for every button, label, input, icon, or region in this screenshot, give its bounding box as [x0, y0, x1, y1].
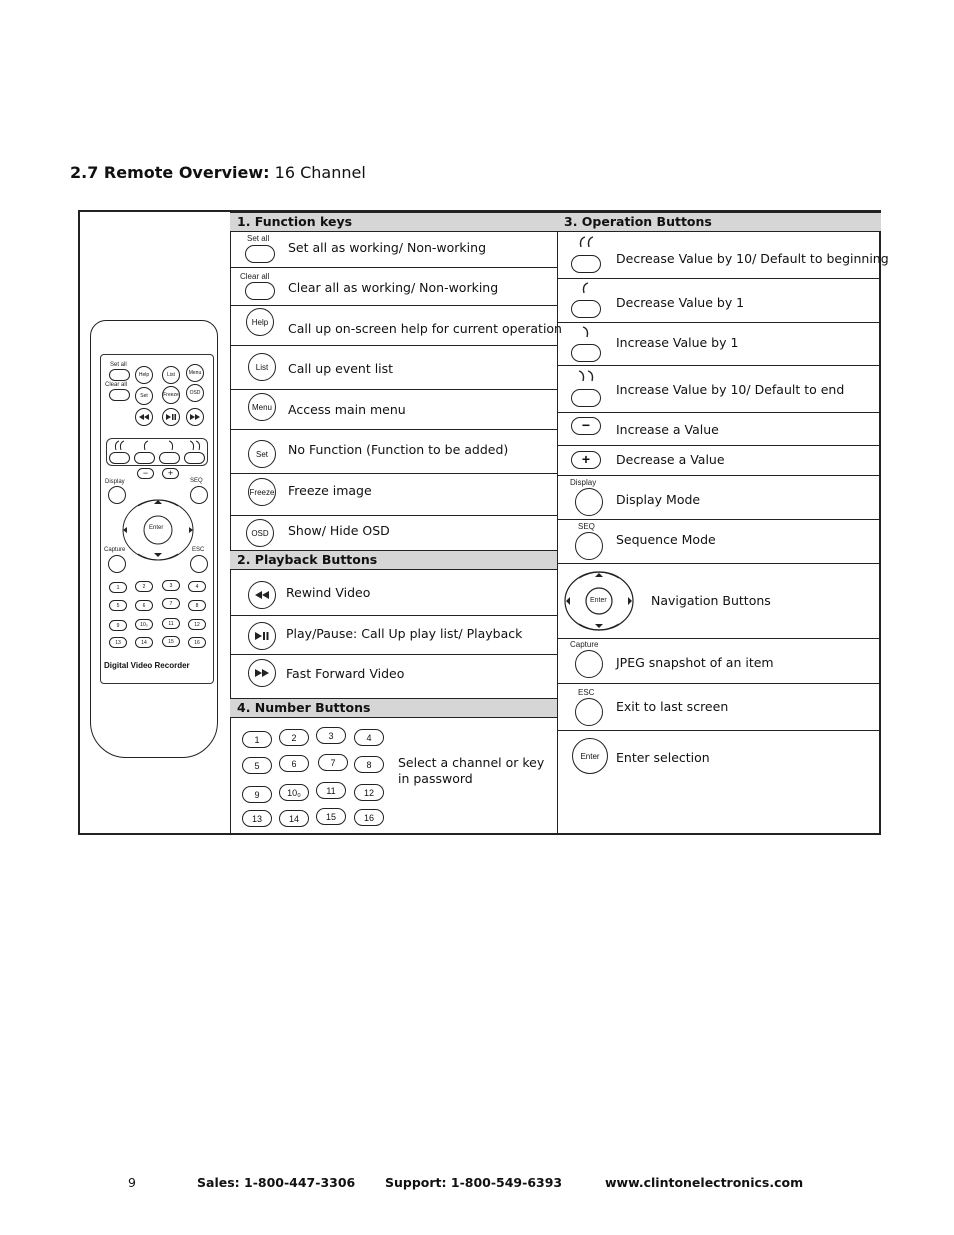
remote-decrease-1-button[interactable] [134, 452, 155, 464]
remote-list-button[interactable]: List [162, 366, 180, 384]
rewind-description: Rewind Video [286, 585, 371, 600]
display-label: Display [570, 478, 597, 487]
decrease-1-button[interactable] [571, 300, 601, 318]
remote-number-14[interactable]: 14 [135, 637, 153, 648]
remote-help-button[interactable]: Help [135, 366, 153, 384]
osd-button[interactable]: OSD [246, 519, 274, 547]
remote-fast-forward-button[interactable] [186, 408, 204, 426]
capture-label: Capture [570, 640, 599, 649]
remote-number-13[interactable]: 13 [109, 637, 127, 648]
remote-increase-10-button[interactable] [184, 452, 205, 464]
decrease-1-description: Decrease Value by 1 [616, 295, 745, 310]
rewind-button[interactable] [248, 581, 276, 609]
minus-description: Increase a Value [616, 422, 719, 437]
fast-forward-button[interactable] [248, 659, 276, 687]
number-button-5[interactable]: 5 [242, 757, 272, 774]
remote-minus-button[interactable]: − [137, 468, 154, 479]
number-buttons-description: Select a channel or key in password [398, 755, 545, 786]
function-keys-header: 1. Function keys [230, 212, 557, 232]
display-button[interactable] [575, 488, 603, 516]
number-button-9[interactable]: 9 [242, 786, 272, 803]
play-pause-button[interactable] [248, 622, 276, 650]
remote-plus-button[interactable]: + [162, 468, 179, 479]
remote-number-16[interactable]: 16 [188, 637, 206, 648]
playback-header: 2. Playback Buttons [230, 550, 557, 570]
seq-label: SEQ [578, 522, 595, 531]
remote-caption: Digital Video Recorder [104, 661, 190, 670]
list-description: Call up event list [288, 361, 394, 376]
minus-button[interactable] [571, 417, 601, 435]
set-description: No Function (Function to be added) [288, 442, 509, 457]
esc-button[interactable] [575, 698, 603, 726]
page-title [70, 163, 366, 182]
navigation-description: Navigation Buttons [651, 593, 771, 608]
support-phone: Support: 1-800-549-6393 [385, 1175, 563, 1190]
function-row-osd [230, 516, 557, 552]
rewind-icon [255, 591, 269, 599]
help-description: Call up on-screen help for current operation [288, 321, 562, 336]
double-left-arc-icon [578, 236, 600, 248]
fast-forward-icon [255, 669, 269, 677]
enter-button[interactable]: Enter [572, 738, 608, 774]
rewind-icon [139, 414, 149, 420]
set-all-label: Set all [247, 234, 270, 243]
remote-set-button[interactable]: Set [135, 387, 153, 405]
menu-description: Access main menu [288, 402, 406, 417]
operation-row-seq [557, 520, 881, 564]
play-pause-description: Play/Pause: Call Up play list/ Playback [286, 626, 523, 641]
set-button[interactable]: Set [248, 440, 276, 468]
remote-number-9[interactable]: 9 [109, 620, 127, 631]
decrease-10-description: Decrease Value by 10/ Default to beginning [616, 251, 889, 266]
capture-button[interactable] [575, 650, 603, 678]
number-button-6[interactable]: 6 [279, 755, 309, 772]
number-button-2[interactable]: 2 [279, 729, 309, 746]
remote-menu-button[interactable]: Menu [186, 364, 204, 382]
remote-osd-button[interactable]: OSD [186, 384, 204, 402]
plus-description: Decrease a Value [616, 452, 725, 467]
remote-decrease-10-button[interactable] [109, 452, 130, 464]
remote-increase-1-button[interactable] [159, 452, 180, 464]
clear-all-label: Clear all [240, 272, 270, 281]
remote-display-label: Display [105, 479, 125, 485]
osd-description: Show/ Hide OSD [288, 523, 390, 538]
increase-10-description: Increase Value by 10/ Default to end [616, 382, 845, 397]
set-all-description: Set all as working/ Non-working [288, 240, 486, 255]
remote-freeze-button[interactable]: Freeze [162, 386, 180, 404]
capture-description: JPEG snapshot of an item [616, 655, 774, 670]
operation-buttons-header: 3. Operation Buttons [557, 212, 881, 232]
number-button-14[interactable]: 14 [279, 810, 309, 827]
page-number: 9 [128, 1175, 136, 1190]
number-button-16[interactable]: 16 [354, 809, 384, 826]
navigation-enter-label: Enter [590, 597, 607, 604]
increase-1-description: Increase Value by 1 [616, 335, 739, 350]
display-description: Display Mode [616, 492, 701, 507]
enter-description: Enter selection [616, 750, 710, 765]
play-pause-icon [255, 632, 269, 640]
remote-esc-button[interactable] [190, 555, 208, 573]
remote-enter-label: Enter [149, 525, 164, 531]
remote-number-2[interactable]: 2 [135, 581, 153, 592]
number-buttons-header: 4. Number Buttons [230, 698, 557, 718]
function-row-freeze [230, 474, 557, 516]
remote-number-3[interactable]: 3 [162, 580, 180, 591]
number-button-13[interactable]: 13 [242, 810, 272, 827]
remote-seq-label: SEQ [190, 478, 203, 484]
list-button[interactable]: List [248, 353, 276, 381]
remote-number-6[interactable]: 6 [135, 600, 153, 611]
decrease-10-button[interactable] [571, 255, 601, 273]
play-pause-icon [166, 414, 176, 420]
increase-1-button[interactable] [571, 344, 601, 362]
seq-button[interactable] [575, 532, 603, 560]
double-right-arc-icon [578, 370, 600, 382]
right-arc-icon [582, 326, 594, 338]
number-button-11[interactable]: 11 [316, 782, 346, 799]
esc-label: ESC [578, 688, 595, 697]
help-button[interactable]: Help [246, 308, 274, 336]
number-button-7[interactable]: 7 [318, 754, 348, 771]
remote-number-7[interactable]: 7 [162, 598, 180, 609]
minus-icon: − [581, 417, 591, 433]
sales-phone: Sales: 1-800-447-3306 [197, 1175, 356, 1190]
remote-number-1[interactable]: 1 [109, 582, 127, 593]
remote-number-15[interactable]: 15 [162, 636, 180, 647]
number-button-12[interactable]: 12 [354, 784, 384, 801]
function-row-list [230, 346, 557, 390]
number-button-15[interactable]: 15 [316, 808, 346, 825]
section-number: 2.7 Remote Overview: [70, 163, 270, 182]
freeze-button[interactable]: Freeze [248, 478, 276, 506]
remote-capture-label: Capture [104, 547, 126, 553]
freeze-description: Freeze image [288, 483, 372, 498]
website-link[interactable]: www.clintonelectronics.com [605, 1175, 804, 1190]
remote-clear-all-button[interactable] [109, 389, 130, 401]
remote-number-4[interactable]: 4 [188, 581, 206, 592]
plus-icon: + [581, 451, 591, 467]
number-button-4[interactable]: 4 [354, 729, 384, 746]
fast-forward-description: Fast Forward Video [286, 666, 405, 681]
remote-number-8[interactable]: 8 [188, 600, 206, 611]
seq-description: Sequence Mode [616, 532, 716, 547]
set-all-button[interactable] [245, 245, 275, 263]
remote-number-10[interactable]: 10₀ [135, 619, 153, 630]
remote-rewind-button[interactable] [135, 408, 153, 426]
clear-all-description: Clear all as working/ Non-working [288, 280, 499, 295]
plus-button[interactable] [571, 451, 601, 469]
remote-set-all-label: Set all [110, 362, 127, 368]
esc-description: Exit to last screen [616, 699, 729, 714]
clear-all-button[interactable] [245, 282, 275, 300]
remote-number-12[interactable]: 12 [188, 619, 206, 630]
remote-arc-icons [106, 440, 208, 452]
number-button-8[interactable]: 8 [354, 756, 384, 773]
playback-row-rewind [230, 570, 557, 616]
operation-row-display [557, 476, 881, 520]
remote-number-5[interactable]: 5 [109, 600, 127, 611]
remote-set-all-button[interactable] [109, 369, 130, 381]
remote-play-pause-button[interactable] [162, 408, 180, 426]
number-button-10[interactable]: 10₀ [279, 784, 309, 801]
remote-clear-all-label: Clear all [105, 382, 128, 388]
remote-esc-label: ESC [192, 547, 205, 553]
operation-row-minus [557, 413, 881, 446]
section-subtitle: 16 Channel [274, 163, 366, 182]
left-arc-icon [581, 282, 593, 294]
number-button-1[interactable]: 1 [242, 731, 272, 748]
number-button-3[interactable]: 3 [316, 727, 346, 744]
menu-button[interactable]: Menu [248, 393, 276, 421]
remote-number-11[interactable]: 11 [162, 618, 180, 629]
increase-10-button[interactable] [571, 389, 601, 407]
remote-capture-button[interactable] [108, 555, 126, 573]
fast-forward-icon [190, 414, 200, 420]
